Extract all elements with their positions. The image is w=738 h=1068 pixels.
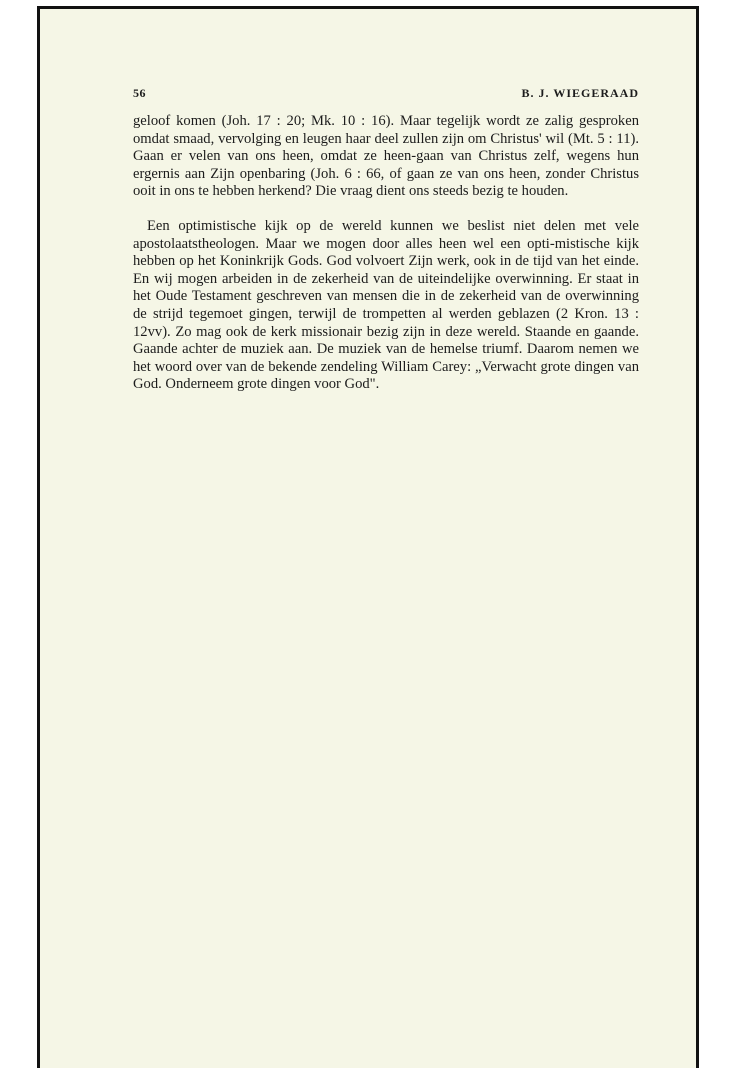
running-head [133, 86, 639, 101]
book-page [133, 86, 639, 394]
paragraph-1: geloof komen (Joh. 17 : 20; Mk. 10 : 16). Maar tegelijk wordt ze zalig gesproken omdat smaad, vervolging en leugen haar deel zullen zijn om Christus' wil (Mt. 5 : 11). Gaan er velen van ons heen, omdat ze heen-gaan van Christus zelf, wegens hun ergernis aan Zijn openbaring (Joh. 6 : 66, of gaan ze van ons heen, zonder Christus ooit in ons te hebben herkend? Die vraag dient ons steeds bezig te houden. [133, 113, 639, 200]
paragraph-2: Een optimistische kijk op de wereld kunnen we beslist niet delen met vele apostolaatstheologen. Maar we mogen door alles heen wel een opti-mistische kijk hebben op het Koninkrijk Gods. God volvoert Zijn werk, ook in de tijd van het einde. En wij mogen arbeiden in de zekerheid van de uiteindelijke overwinning. Er staat in het Oude Testament geschreven van mensen die in de zekerheid van de overwinning de strijd tegemoet gingen, terwijl de trompetten al werden geblazen (2 Kron. 13 : 12vv). Zo mag ook de kerk missionair bezig zijn in deze wereld. Staande en gaande. Gaande achter de muziek aan. De muziek van de hemelse triumf. Daarom nemen we het woord over van de bekende zendeling William Carey: „Verwacht grote dingen van God. Onderneem grote dingen voor God". [133, 217, 639, 393]
body-text [133, 113, 639, 394]
page-number: 56 [133, 86, 146, 100]
running-title: B. J. WIEGERAAD [521, 86, 639, 100]
